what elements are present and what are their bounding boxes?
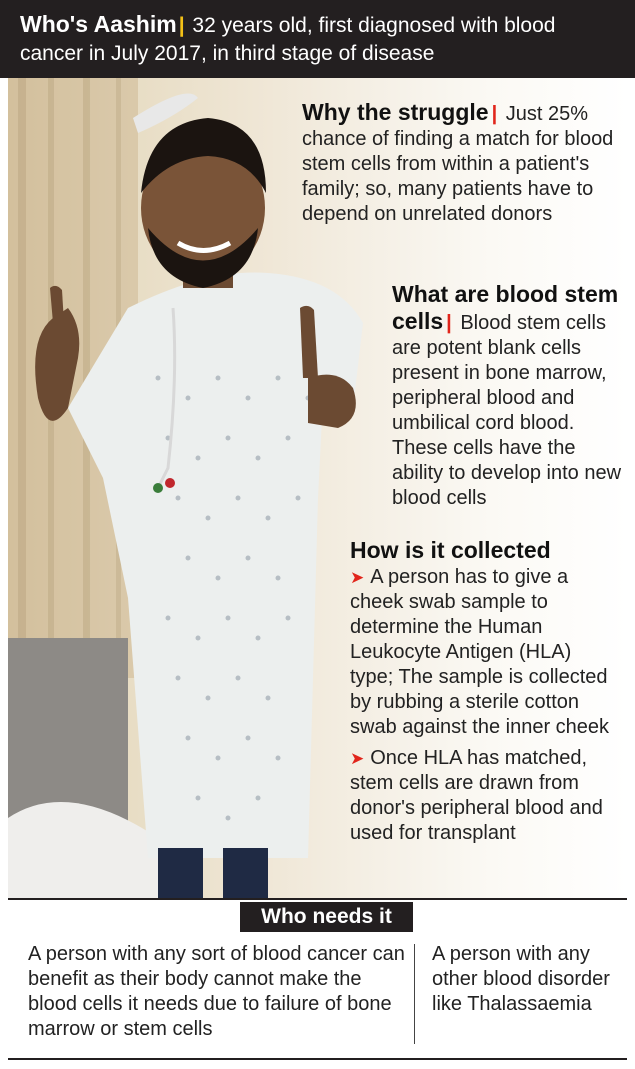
header-description: 32 years old, first diagnosed with blood cancer in July 2017, in third stage of disease [20, 14, 556, 65]
what-are-body: Blood stem cells are potent blank cells present in bone marrow, peripheral blood and umbilical cord blood. These cells have the ability to develop into new blood cells [392, 312, 622, 509]
header-separator: | [178, 14, 185, 37]
collection-bullet [350, 746, 620, 846]
who-needs-label: Who needs it [240, 902, 413, 932]
how-collected-section [350, 538, 620, 846]
what-are-heading: What are blood stem cells [392, 281, 619, 334]
bottom-rule [8, 1058, 627, 1060]
column-divider [414, 944, 415, 1044]
header-name: Who's Aashim [20, 11, 177, 37]
who-needs-right: A person with any other blood disorder like Thalassaemia [432, 943, 610, 1015]
why-struggle-separator: | [491, 103, 498, 125]
collection-bullet-text: A person has to give a cheek swab sample to determine the Human Leukocyte Antigen (HLA) type; The sample is collected by rubbing a sterile cotton swab against the inner cheek [350, 566, 610, 738]
why-struggle-body: Just 25% chance of finding a match for blood stem cells from within a patient's family; so, many patients have to depend on unrelated donors [302, 103, 614, 225]
collection-bullet-text: Once HLA has matched, stem cells are drawn from donor's peripheral blood and used for transplant [350, 747, 603, 844]
why-struggle-section [302, 100, 622, 227]
what-are-separator: | [446, 312, 452, 334]
how-collected-heading: How is it collected [350, 537, 551, 563]
collection-bullet [350, 565, 620, 740]
who-needs-left: A person with any sort of blood cancer can benefit as their body cannot make the blood cells it needs due to failure of bone marrow or stem cells [28, 943, 405, 1040]
why-struggle-heading: Why the struggle [302, 99, 489, 125]
header-banner [0, 0, 635, 78]
red-arrow-icon: ➤ [350, 568, 365, 587]
what-are-section [392, 282, 624, 511]
red-arrow-icon: ➤ [350, 749, 365, 768]
section-rule [8, 898, 627, 900]
